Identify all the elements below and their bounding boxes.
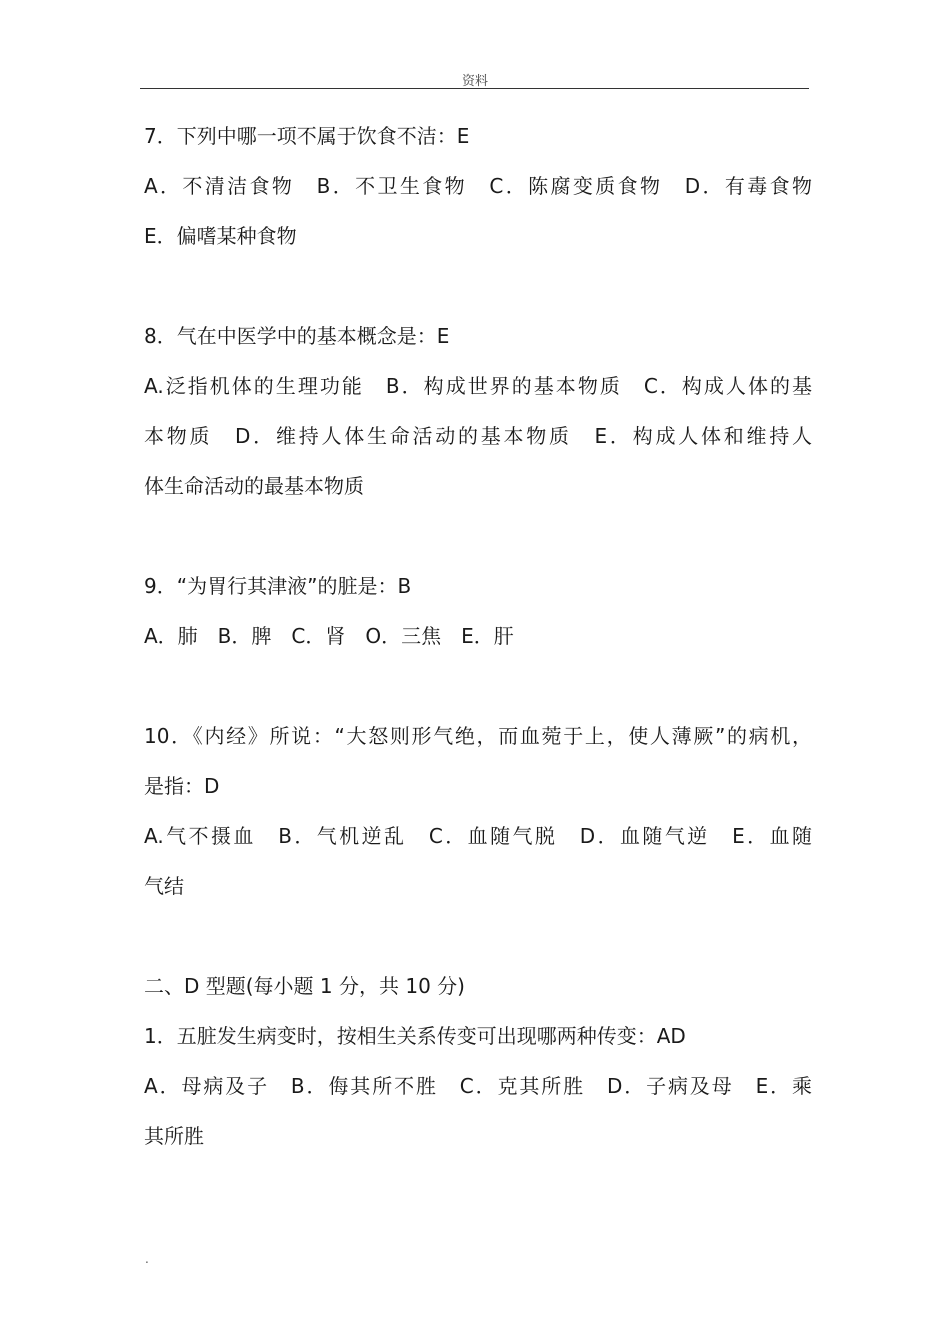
- question-options: E．偏嗜某种食物: [144, 224, 297, 248]
- question-10: [144, 711, 812, 911]
- question-options: 其所胜: [144, 1124, 204, 1148]
- question-stem: 9．“为胃行其津液”的脏是：B: [144, 574, 412, 598]
- spacer: [144, 511, 812, 561]
- section-heading: 二、D 型题(每小题 1 分，共 10 分): [144, 974, 465, 998]
- section-2: [144, 961, 812, 1161]
- question-stem: 10．《内经》所说：“大怒则形气绝，而血菀于上，使人薄厥”的病机，: [144, 724, 812, 748]
- question-options: 本物质 D．维持人体生命活动的基本物质 E．构成人体和维持人: [144, 424, 812, 448]
- question-options: A．不清洁食物 B．不卫生食物 C．陈腐变质食物 D．有毒食物: [144, 174, 812, 198]
- question-9: [144, 561, 812, 661]
- question-options: A．肺 B．脾 C．肾 O．三焦 E．肝: [144, 624, 514, 648]
- header-divider: [140, 88, 809, 89]
- spacer: [144, 661, 812, 711]
- question-stem: 是指：D: [144, 774, 220, 798]
- question-stem: 7．下列中哪一项不属于饮食不洁：E: [144, 124, 470, 148]
- question-stem: 8．气在中医学中的基本概念是：E: [144, 324, 450, 348]
- question-stem: 1．五脏发生病变时，按相生关系传变可出现哪两种传变：AD: [144, 1024, 686, 1048]
- spacer: [144, 261, 812, 311]
- spacer: [144, 911, 812, 961]
- question-options: A.气不摄血 B．气机逆乱 C．血随气脱 D．血随气逆 E．血随: [144, 824, 812, 848]
- question-7: [144, 111, 812, 261]
- document-body: [144, 111, 812, 1161]
- question-options: 气结: [144, 874, 184, 898]
- question-options: A．母病及子 B．侮其所不胜 C．克其所胜 D．子病及母 E．乘: [144, 1074, 812, 1098]
- question-8: [144, 311, 812, 511]
- footer-mark: .: [145, 1252, 149, 1266]
- question-options: A.泛指机体的生理功能 B．构成世界的基本物质 C．构成人体的基: [144, 374, 812, 398]
- header-label: 资料: [461, 74, 488, 89]
- question-options: 体生命活动的最基本物质: [144, 474, 364, 498]
